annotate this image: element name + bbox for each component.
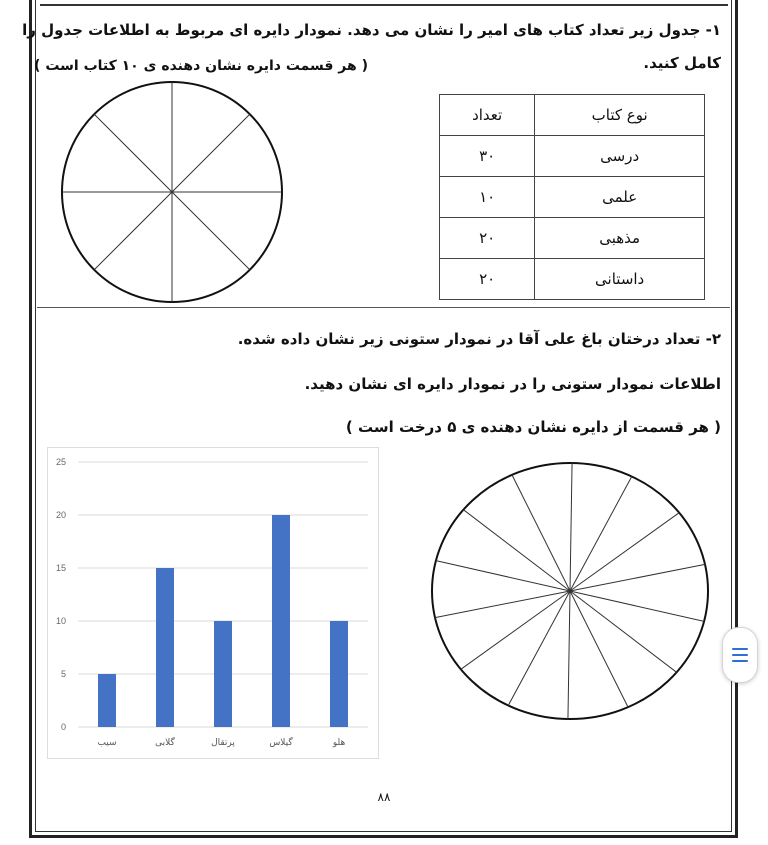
bar: [98, 674, 116, 727]
x-tick-label: سیب: [97, 738, 117, 748]
x-tick-label: پرتقال: [211, 738, 235, 748]
x-tick-label: گلابی: [155, 738, 175, 748]
bar: [330, 621, 348, 727]
top-rule: [40, 4, 728, 6]
pie-division-line: [570, 564, 705, 591]
table-row: [440, 218, 705, 259]
header-count: تعداد: [440, 95, 535, 136]
pie-division-line: [461, 591, 570, 669]
header-book-type: نوع کتاب: [535, 95, 705, 136]
pie-division-line: [172, 114, 250, 192]
table-row: [440, 177, 705, 218]
cell-type: درسی: [535, 136, 705, 177]
y-tick-label: 10: [55, 616, 66, 626]
bar-chart-panel: [47, 447, 379, 759]
pie-division-line: [172, 192, 250, 270]
cell-type: داستانی: [535, 259, 705, 300]
cell-type: علمی: [535, 177, 705, 218]
q1-pie-circle: [56, 80, 288, 306]
pie-division-line: [568, 591, 570, 719]
pie-division-line: [508, 591, 570, 705]
bar-chart: [48, 448, 378, 758]
pie-division-line: [435, 591, 570, 618]
q1-line2: کامل کنید.: [643, 54, 721, 72]
y-tick-label: 25: [55, 457, 66, 467]
section-divider: [37, 307, 730, 308]
q2-line1: ۲- تعداد درختان باغ علی آقا در نمودار ستونی زیر نشان داده شده.: [237, 330, 721, 348]
y-tick-label: 20: [55, 510, 66, 520]
cell-count: ۲۰: [440, 218, 535, 259]
x-tick-label: هلو: [332, 738, 346, 748]
books-table: [439, 94, 705, 300]
hamburger-menu-icon[interactable]: [722, 627, 758, 683]
cell-count: ۳۰: [440, 136, 535, 177]
q1-line1: ۱- جدول زیر تعداد کتاب های امیر را نشان می دهد. نمودار دایره ای مربوط به اطلاعات جدول را: [22, 21, 721, 39]
cell-count: ۲۰: [440, 259, 535, 300]
cell-type: مذهبی: [535, 218, 705, 259]
page-number: ۸۸: [377, 790, 391, 804]
y-tick-label: 0: [60, 722, 66, 732]
bar: [214, 621, 232, 727]
cell-count: ۱۰: [440, 177, 535, 218]
y-tick-label: 5: [60, 669, 66, 679]
table-row: [440, 259, 705, 300]
pie-division-line: [512, 475, 570, 591]
bar: [272, 515, 290, 727]
pie-division-line: [570, 513, 679, 591]
q2-line2: اطلاعات نمودار ستونی را در نمودار دایره ای نشان دهید.: [304, 375, 721, 393]
pie-division-line: [570, 477, 632, 591]
bar: [156, 568, 174, 727]
pie-division-line: [570, 463, 572, 591]
q2-pie-circle: [426, 460, 716, 728]
pie-division-line: [570, 591, 628, 707]
y-tick-label: 15: [55, 563, 66, 573]
pie-division-line: [94, 114, 172, 192]
pie-division-line: [94, 192, 172, 270]
q2-line3: ( هر قسمت از دایره نشان دهنده ی ۵ درخت است ): [345, 418, 721, 436]
q1-line3: ( هر قسمت دایره نشان دهنده ی ۱۰ کتاب است ): [34, 58, 368, 74]
x-tick-label: گیلاس: [269, 738, 293, 748]
table-row: [440, 136, 705, 177]
